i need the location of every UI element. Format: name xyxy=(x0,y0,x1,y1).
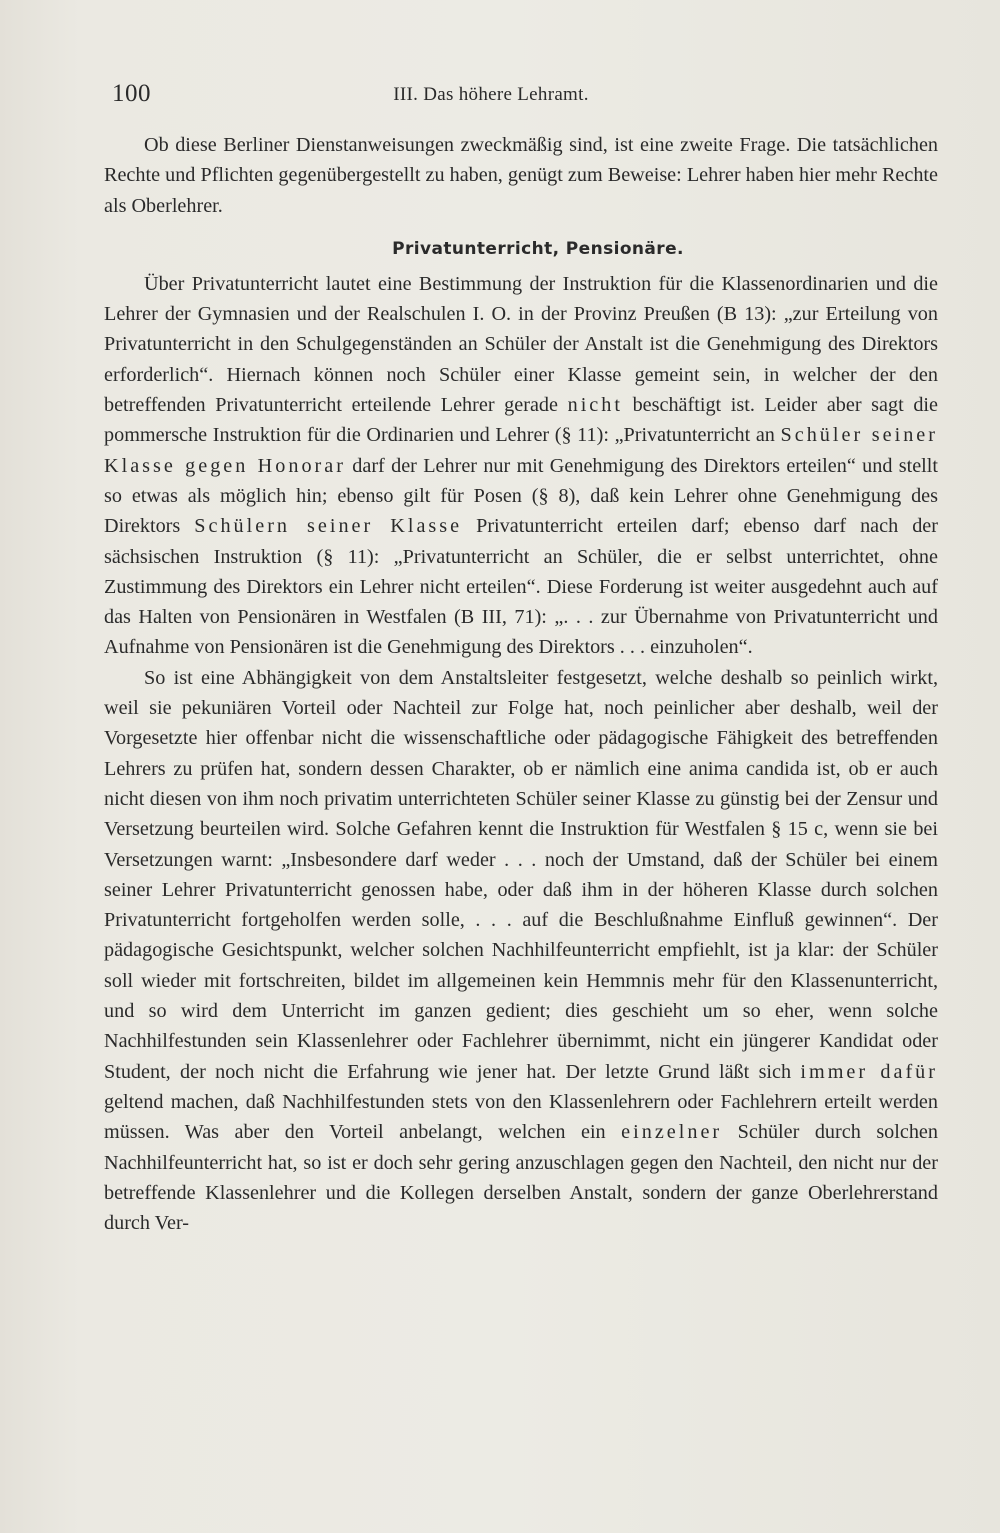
paragraph-intro: Ob diese Berliner Dienstanweisungen zweckmäßig sind, ist eine zweite Frage. Die tatsächlichen Rechte und Pflichten gegenübergestellt zu haben, genügt zum Beweise: Lehrer haben hier mehr Rechte als Oberlehrer. xyxy=(104,134,938,217)
spaced-emphasis: einzelner xyxy=(621,1121,723,1144)
text-run: beschäftigt ist. Leider aber sagt die pommersche Instruktion für die Ordinarien und Lehrer (§ 11): „Privatunterricht an xyxy=(104,394,938,447)
spaced-emphasis: Schülern seiner Klasse xyxy=(194,515,463,538)
text-run: So ist eine Abhängigkeit von dem Anstaltsleiter festgesetzt, welche deshalb so peinlich wirkt, weil sie pekuniären Vorteil oder Nachteil zur Folge hat, noch peinlicher aber deshalb, weil der Vorgesetzte hier offenbar nicht die wissenschaftliche oder pädagogische Fähigkeit des betreffenden Lehrers zu prüfen hat, sondern dessen Charakter, ob er nämlich eine anima candida ist, ob er auch nicht diesen von ihm noch privatim unterrichteten Schüler seiner Klasse zu günstig bei der Zensur und Versetzung beurteilen wird. Solche Gefahren kennt die Instruktion für Westfalen § 15 c, wenn sie bei Versetzungen warnt: „Insbesondere darf weder . . . noch der Umstand, daß der Schüler bei einem seiner Lehrer Privatunterricht genossen habe, oder daß ihm in der höheren Klasse durch solchen Privatunterricht fortgeholfen werden solle, . . . auf die Beschlußnahme Einfluß gewinnen“. Der pädagogische Gesichtspunkt, welcher solchen Nachhilfeunterricht empfiehlt, ist ja klar: der Schüler soll wieder mit fortschreiten, bildet im allgemeinen kein Hemmnis mehr für den Klassenunterricht, und so wird dem Unterricht im ganzen gedient; dies geschieht um so eher, wenn solche Nachhilfestunden sein Klassenlehrer oder Fachlehrer übernimmt, nicht ein jüngerer Kandidat oder Student, der noch nicht die Erfahrung wie jener hat. Der letzte Grund läßt sich xyxy=(104,666,938,1083)
spaced-emphasis: immer dafür xyxy=(800,1060,938,1083)
page-number: 100 xyxy=(112,80,151,107)
paragraph-abhaengigkeit xyxy=(104,663,938,1239)
page-header xyxy=(106,80,936,112)
body-text xyxy=(104,130,938,1238)
running-head: III. Das höhere Lehramt. xyxy=(393,84,589,105)
spaced-emphasis: nicht xyxy=(567,394,623,417)
text-run: darf der Lehrer nur mit Genehmigung des Direktors erteilen“ und stellt so etwas als möglich hin; ebenso gilt für Posen (§ 8), daß kein Lehrer ohne Genehmigung des Direktors xyxy=(104,454,938,538)
section-heading: Privatunterricht, Pensionäre. xyxy=(392,238,684,259)
text-run: Privatunterricht erteilen darf; ebenso darf nach der sächsischen Instruktion (§ 11): „Privatunterricht an Schüler, die er selbst unterrichtet, ohne Zustimmung des Direktors ein Lehrer nicht erteilen“. Diese Forderung ist weiter ausgedehnt auch auf das Halten von Pensionären in Westfalen (B III, 71): „. . . zur Übernahme von Privatunterricht und Aufnahme von Pensionären ist die Genehmigung des Direktors . . . einzuholen“. xyxy=(104,515,938,659)
spaced-emphasis: Schüler seiner Klasse gegen Honorar xyxy=(104,424,938,477)
text-run: geltend machen, daß Nachhilfestunden stets von den Klassenlehrern oder Fachlehrern erteilt werden müssen. Was aber den Vorteil anbelangt, welchen ein xyxy=(104,1090,938,1144)
text-run: Über Privatunterricht lautet eine Bestimmung der Instruktion für die Klassenordinarien und die Lehrer der Gymnasien und der Realschulen I. O. in der Provinz Preußen (B 13): „zur Erteilung von Privatunterricht in den Schulgegenständen an Schüler der Anstalt ist die Genehmigung des Direktors erforderlich“. Hiernach können noch Schüler einer Klasse gemeint sein, in welcher der den betreffenden Privatunterricht erteilende Lehrer gerade xyxy=(104,272,938,417)
paragraph-privatunterricht xyxy=(104,269,938,663)
text-run: Schüler durch solchen Nachhilfeunterricht hat, so ist er doch sehr gering anzuschlagen gegen den Nachteil, den nicht nur der betreffende Klassenlehrer und die Kollegen derselben Anstalt, sondern der ganze Oberlehrerstand durch Ver- xyxy=(104,1121,938,1235)
